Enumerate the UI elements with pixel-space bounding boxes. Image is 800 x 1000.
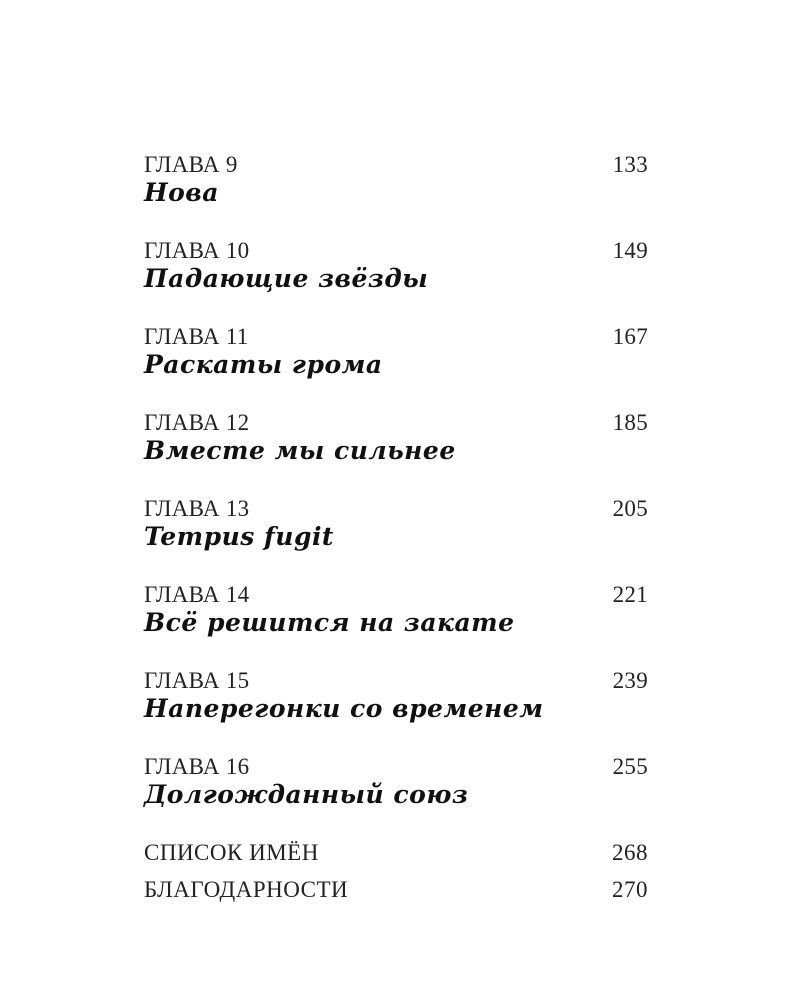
- chapter-title: Всё решится на закате: [144, 608, 515, 637]
- chapter-label: ГЛАВА 12: [144, 410, 250, 435]
- chapter-label: ГЛАВА 13: [144, 496, 250, 521]
- section-label: СПИСОК ИМЁН: [144, 840, 319, 865]
- chapter-label: ГЛАВА 14: [144, 582, 250, 607]
- toc-entry-chapter-13: [144, 494, 648, 580]
- toc-entry-chapter-16: [144, 752, 648, 838]
- table-of-contents: [144, 150, 648, 905]
- toc-entry-acknowledgements: [144, 875, 648, 905]
- toc-entry-chapter-11: [144, 322, 648, 408]
- chapter-label: ГЛАВА 10: [144, 238, 250, 263]
- chapter-label: ГЛАВА 11: [144, 324, 249, 349]
- page-number: 255: [612, 754, 648, 779]
- page-number: 221: [612, 582, 648, 607]
- page-number: 149: [612, 238, 648, 263]
- toc-entry-chapter-12: [144, 408, 648, 494]
- chapter-title: Нова: [144, 178, 219, 207]
- chapter-label: ГЛАВА 15: [144, 668, 250, 693]
- chapter-title: Падающие звёзды: [144, 264, 429, 293]
- toc-entry-chapter-14: [144, 580, 648, 666]
- toc-entry-chapter-15: [144, 666, 648, 752]
- toc-entry-chapter-9: [144, 150, 648, 236]
- page-number: 205: [612, 496, 648, 521]
- page-number: 270: [612, 877, 648, 902]
- page-number: 268: [612, 840, 648, 865]
- chapter-label: ГЛАВА 16: [144, 754, 250, 779]
- page-number: 239: [612, 668, 648, 693]
- chapter-title: Раскаты грома: [144, 350, 383, 379]
- section-label: БЛАГОДАРНОСТИ: [144, 877, 349, 902]
- chapter-title: Tempus fugit: [144, 522, 334, 551]
- chapter-title: Вместе мы сильнее: [144, 436, 456, 465]
- toc-entry-chapter-10: [144, 236, 648, 322]
- chapter-label: ГЛАВА 9: [144, 152, 238, 177]
- toc-entry-names-list: [144, 838, 648, 868]
- chapter-title: Наперегонки со временем: [144, 694, 544, 723]
- chapter-title: Долгожданный союз: [144, 780, 469, 809]
- page-number: 167: [612, 324, 648, 349]
- page-number: 185: [612, 410, 648, 435]
- page-number: 133: [612, 152, 648, 177]
